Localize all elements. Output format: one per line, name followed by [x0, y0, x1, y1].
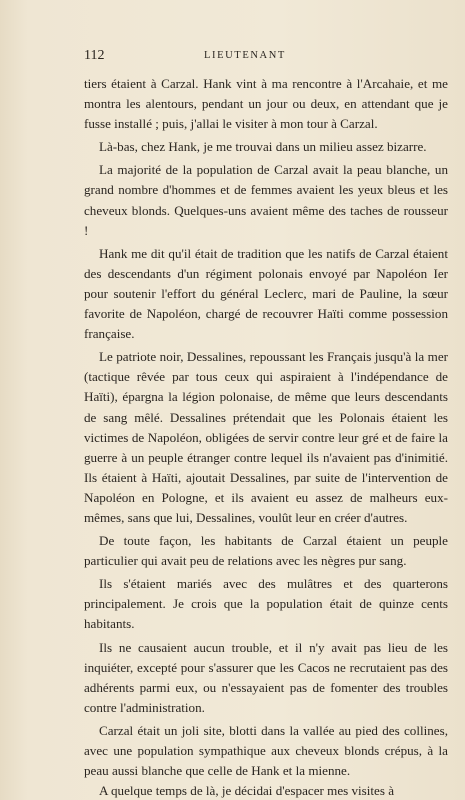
paragraph: Hank me dit qu'il était de tradition que les natifs de Carzal étaient des descendants d'un régiment polonais envoyé par Napoléon Ier pour soutenir l'effort du général Leclerc, mari de Pauline, la sœur favorite de Napoléon, chargé de recouvrer Haïti comme possession française.	[84, 245, 448, 342]
running-head: LIEUTENANT	[204, 50, 286, 61]
paragraph: La majorité de la population de Carzal avait la peau blanche, un grand nombre d'hommes et de femmes avaient les yeux bleus et les cheveux blonds. Quelques-uns avaient même des taches de rousseur !	[84, 162, 448, 238]
page-header	[84, 48, 444, 64]
paragraph: Carzal était un joli site, blotti dans la vallée au pied des collines, avec une population sympathique aux cheveux blonds crépus, à la peau aussi blanche que celle de Hank et la mienne.	[84, 722, 448, 779]
page-number: 112	[84, 48, 105, 63]
body-text	[84, 74, 448, 800]
paragraph: Le patriote noir, Dessalines, repoussant les Français jusqu'à la mer (tactique rêvée par tous ceux qui aspiraient à l'indépendance de Haïti), épargna la légion polonaise, de même que leurs descendants de sang mêlé. Dessalines prétendait que les Polonais étaient les victimes de Napoléon, obligées de servir contre leur gré et de faire la guerre à un peuple étranger contre lequel ils n'avaient pas d'inimitié. Ils étaient à Haïti, ajoutait Dessalines, par suite de l'intervention de Napoléon en Pologne, et ils avaient eu assez de malheurs eux-mêmes, sans que lui, Dessalines, voulût leur en créer d'autres.	[84, 349, 448, 525]
paragraph: De toute façon, les habitants de Carzal étaient un peuple particulier qui avait peu de relations avec les nègres pur sang.	[84, 533, 448, 569]
paragraph: Ils ne causaient aucun trouble, et il n'y avait pas lieu de les inquiéter, excepté pour s'assurer que les Cacos ne recrutaient pas des adhérents parmi eux, ou n'essayaient pas de fomenter des troubles contre l'administration.	[84, 639, 448, 715]
paragraph: Ils s'étaient mariés avec des mulâtres et des quarterons principalement. Je crois que la population était de quinze cents habitants.	[84, 576, 448, 632]
paragraph: A quelque temps de là, je décidai d'espacer mes visites à	[99, 783, 395, 799]
paragraph: tiers étaient à Carzal. Hank vint à ma rencontre à l'Arcahaie, et me montra les alentours, pendant un jour ou deux, en attendant que je fusse installé ; puis, j'allai le visiter à mon tour à Carzal.	[84, 76, 448, 132]
paragraph: Là-bas, chez Hank, je me trouvai dans un milieu assez bizarre.	[99, 139, 427, 155]
